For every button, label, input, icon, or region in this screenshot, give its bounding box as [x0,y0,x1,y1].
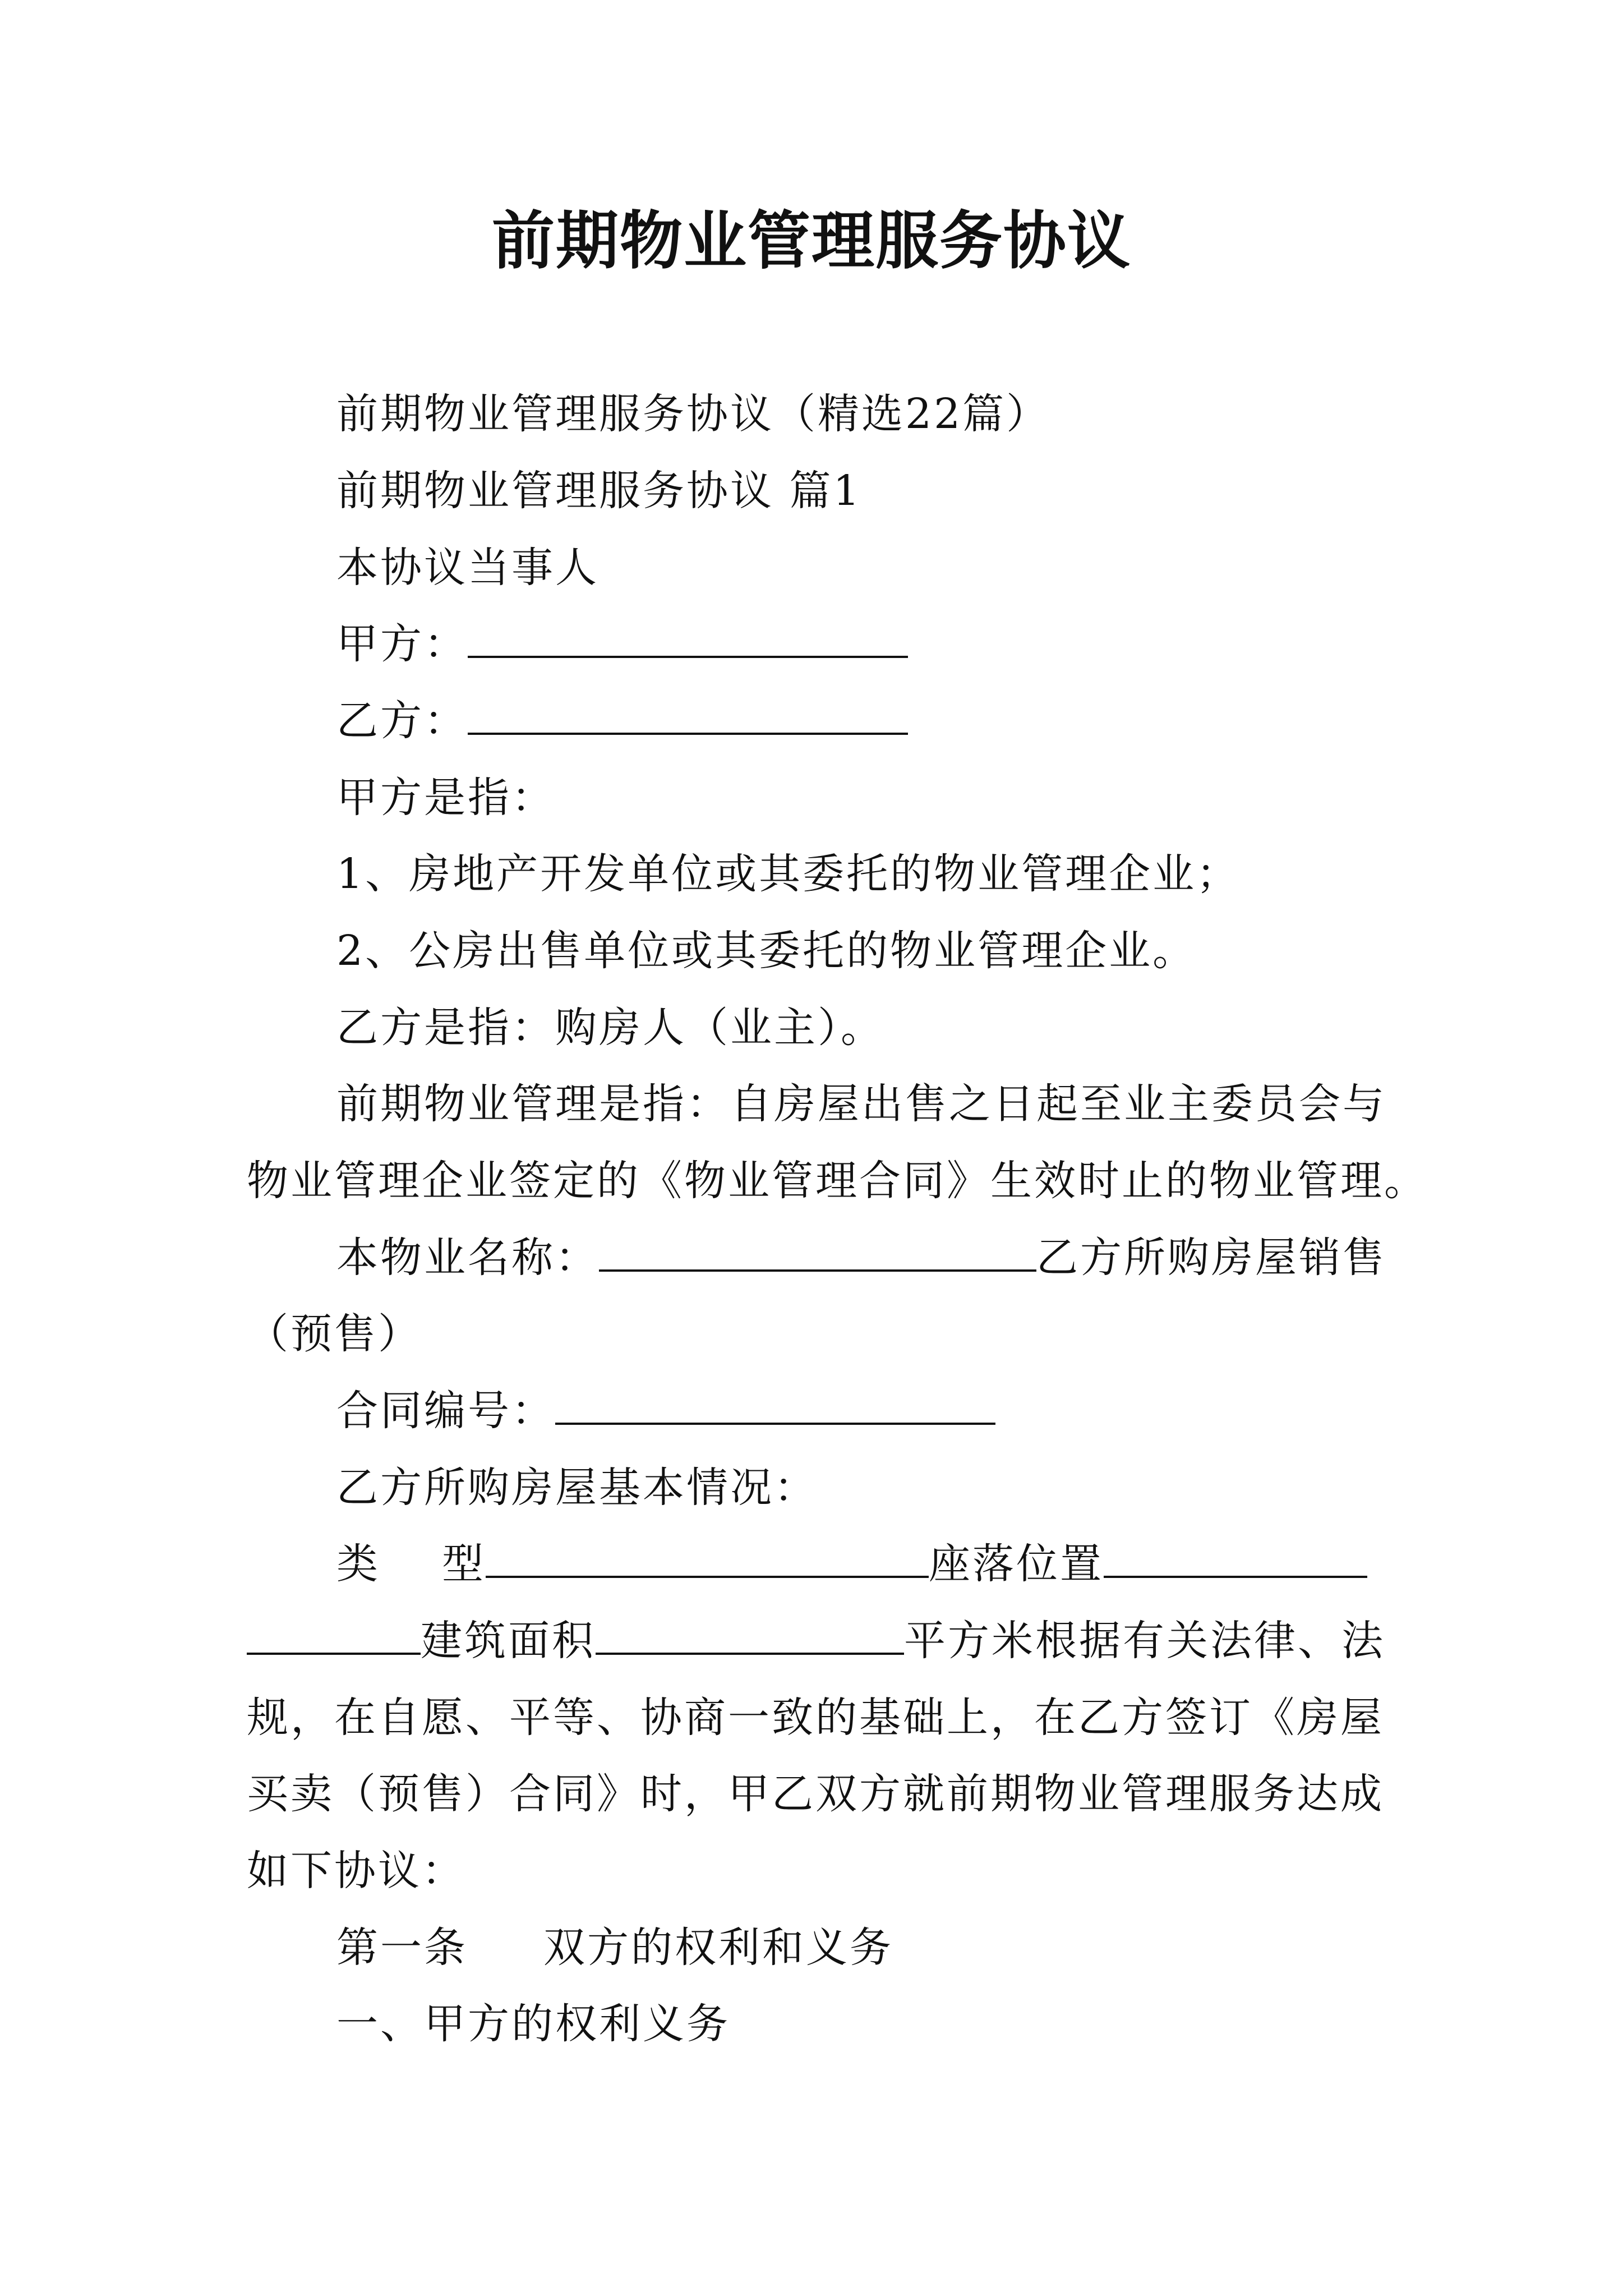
article-number: 第一条 [336,1924,468,1972]
paragraph-line: 甲方是指： [336,774,555,822]
paragraph-line: 物业管理企业签定的《物业管理合同》生效时止的物业管理。 [247,1157,1428,1205]
area-label: 建筑面积 [421,1617,596,1665]
location-label: 座落位置 [929,1540,1104,1588]
paragraph-line: 本协议当事人 [336,544,599,592]
party-b-label: 乙方： [336,697,468,745]
type-label-char-1: 类 [336,1540,380,1588]
type-label-char-2: 型 [442,1540,486,1588]
location-blank [1104,1541,1367,1578]
area-blank [596,1618,904,1655]
subsection-heading: 一、甲方的权利义务 [336,2000,730,2048]
contract-number-label: 合同编号： [336,1387,555,1435]
house-type-blank [486,1541,929,1578]
party-a-line [336,616,908,672]
paragraph-line: 如下协议： [247,1847,465,1895]
paragraph-line: 买卖（预售）合同》时，甲乙双方就前期物业管理服务达成 [247,1770,1384,1818]
location-blank-continued [247,1618,421,1655]
section-heading: 前期物业管理服务协议 篇1 [336,467,862,515]
paragraph-line: 乙方是指：购房人（业主）。 [336,1004,884,1052]
paragraph-line: （预售） [247,1310,422,1358]
property-name-label: 本物业名称： [336,1234,599,1282]
property-name-line [336,1230,1386,1286]
party-a-label: 甲方： [336,620,468,668]
property-name-blank [599,1235,1036,1272]
paragraph-line: 乙方所购房屋基本情况： [336,1464,818,1512]
house-type-line [336,1536,1367,1592]
party-b-line [336,693,908,749]
paragraph-line: 规，在自愿、平等、协商一致的基础上，在乙方签订《房屋 [247,1694,1384,1742]
area-line [247,1613,1385,1669]
contract-number-line [336,1383,995,1439]
subtitle-line: 前期物业管理服务协议（精选22篇） [336,390,1050,438]
contract-number-blank [555,1388,995,1425]
article-title: 双方的权利和义务 [543,1924,893,1972]
list-item: 1、房地产开发单位或其委托的物业管理企业； [336,850,1241,898]
party-b-blank [468,698,908,735]
paragraph-text: 平方米根据有关法律、法 [904,1617,1385,1665]
document-title: 前期物业管理服务协议 [492,205,1131,278]
list-item: 2、公房出售单位或其委托的物业管理企业。 [336,927,1197,975]
article-heading [336,1920,893,1976]
party-a-blank [468,621,908,658]
paragraph-text: 乙方所购房屋销售 [1036,1234,1386,1282]
paragraph-line: 前期物业管理是指：自房屋出售之日起至业主委员会与 [336,1080,1386,1128]
